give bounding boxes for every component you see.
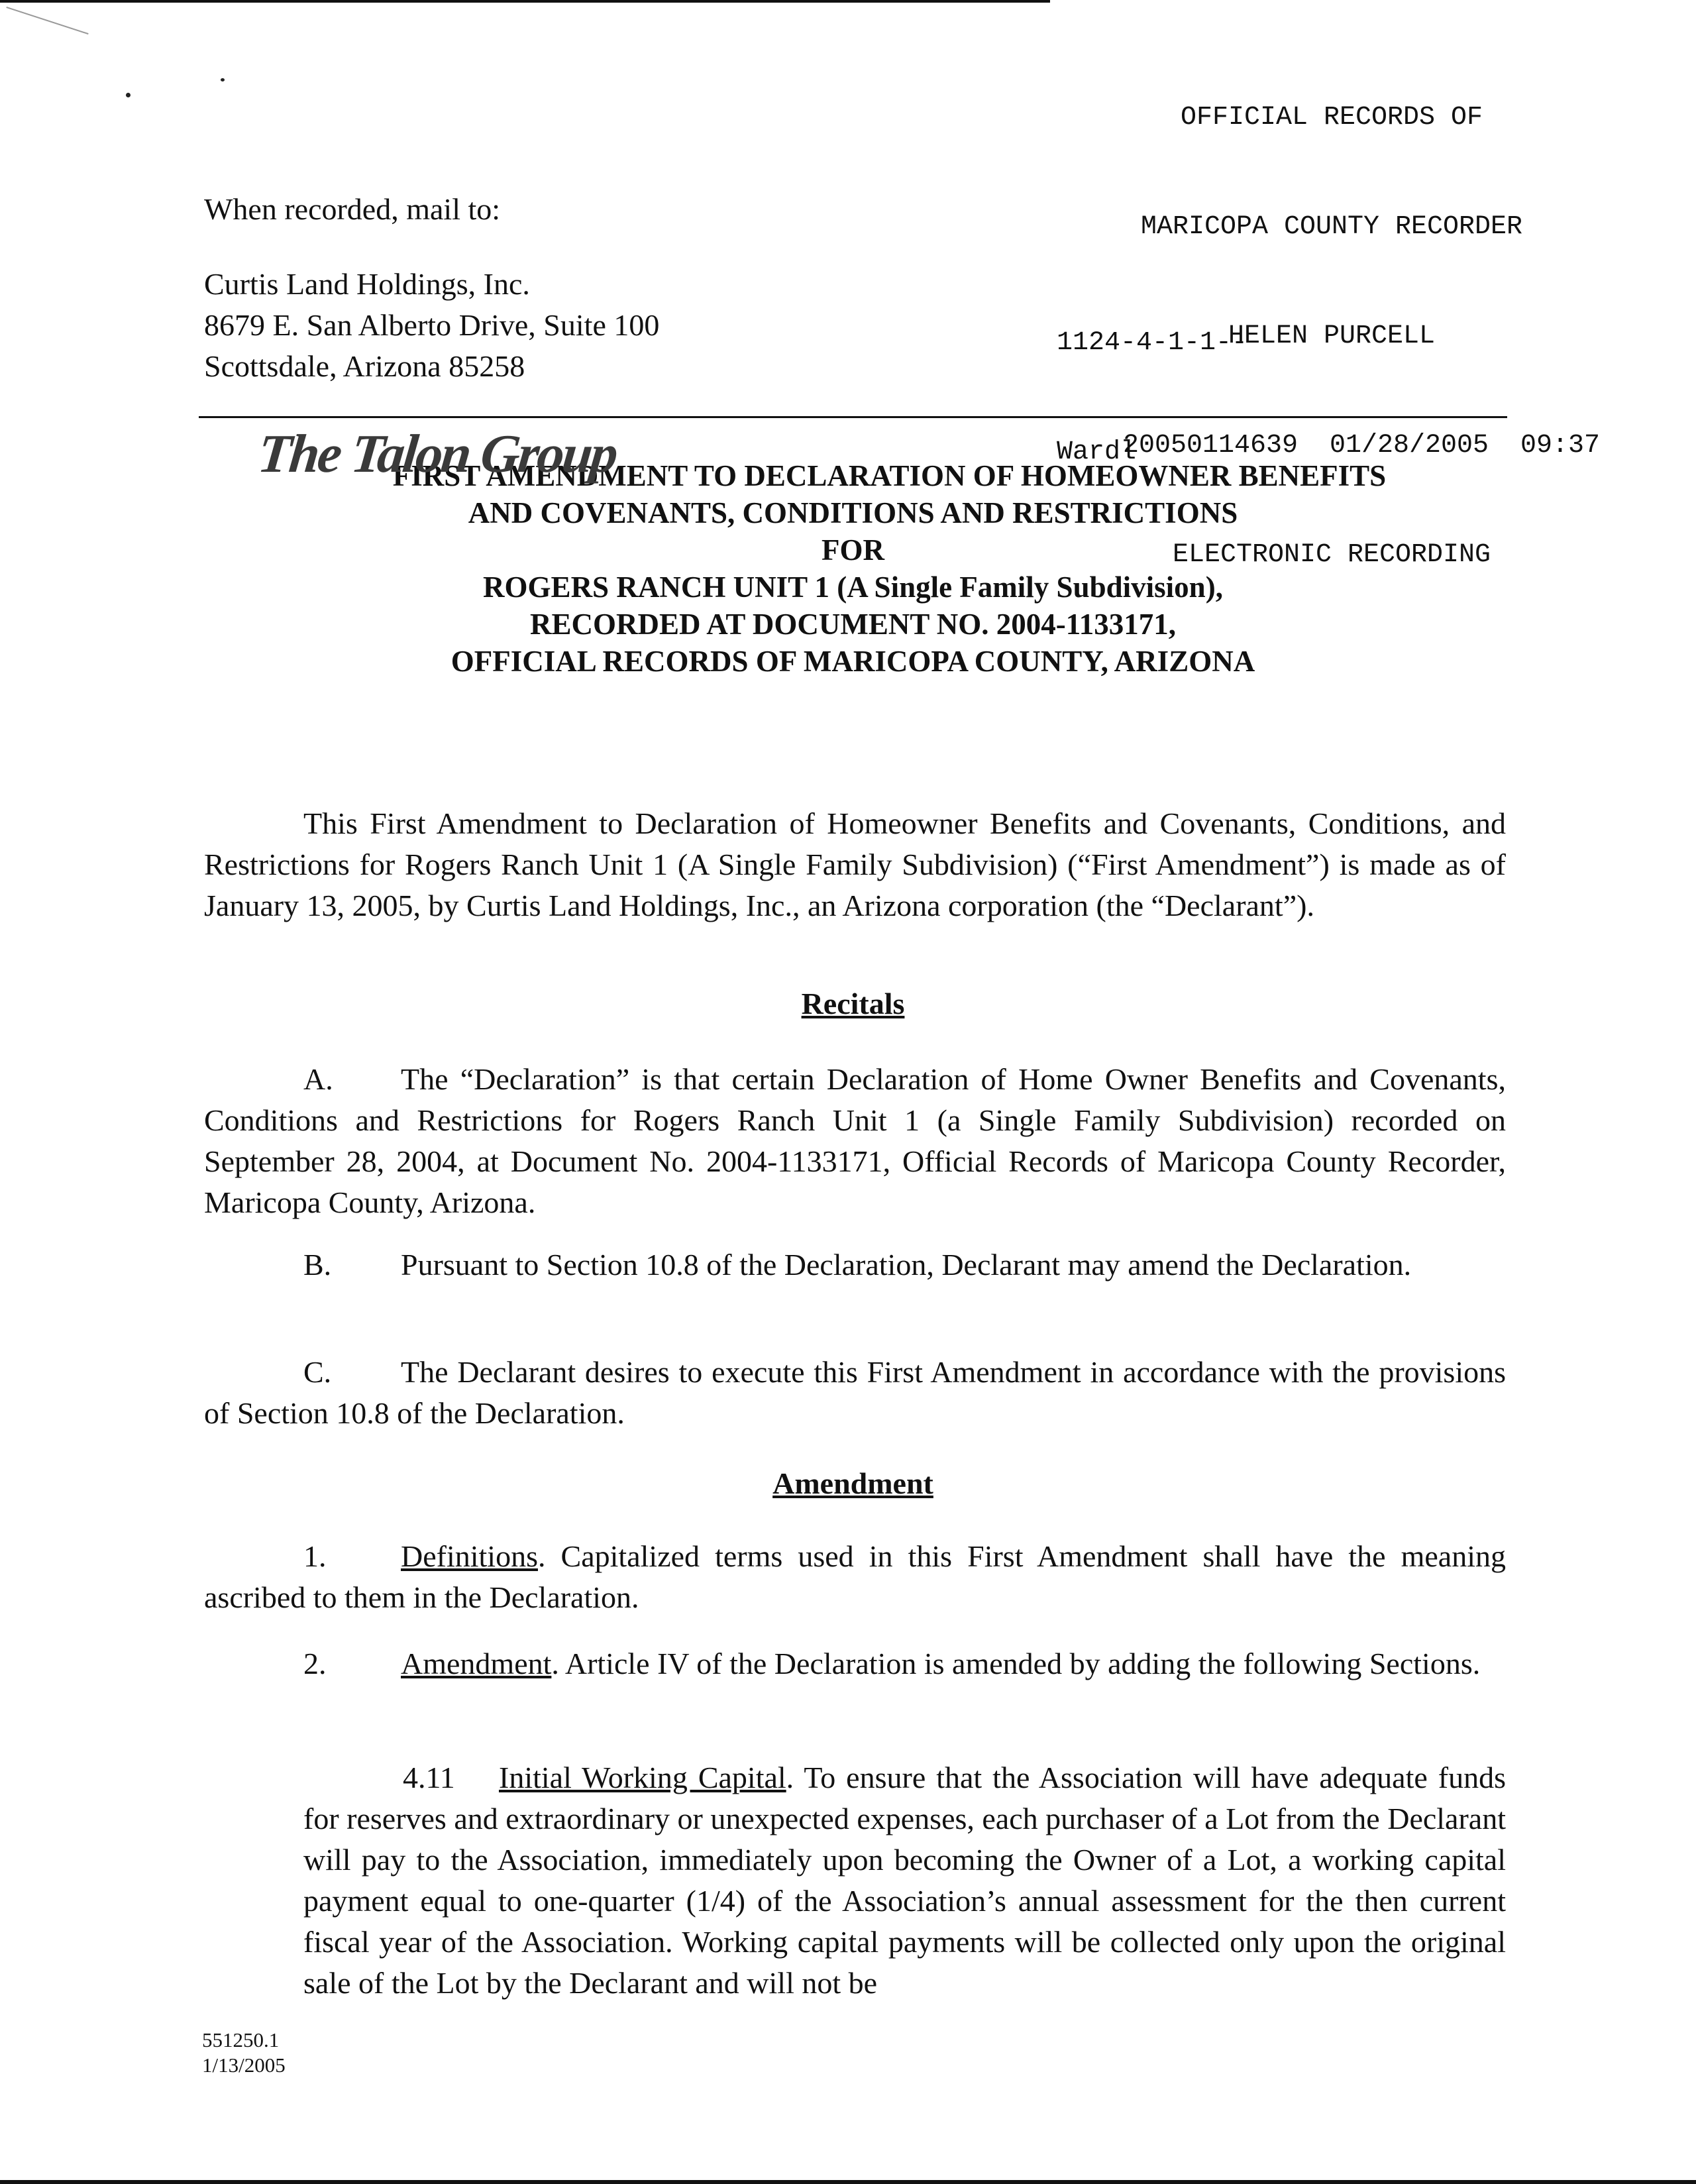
recital-b <box>204 1244 1506 1285</box>
mail-to-address <box>204 264 659 387</box>
recital-label: C. <box>303 1355 332 1389</box>
section-label: 4.11 <box>403 1761 455 1794</box>
scan-speck <box>126 93 131 97</box>
recital-label: A. <box>303 1062 333 1096</box>
section-text: . To ensure that the Association will have adequate funds for reserves and extraordinary or unexpected expenses, each purchaser of a Lot from the Declarant will pay to the Association, immediately upon becoming the Owner of a Lot, a working capital payment equal to one-quarter (1/4) of the Association’s annual assessment for the then current fiscal year of the Association. Working capital payments will be collected only upon the original sale of the Lot by the Declarant and will not be <box>303 1761 1506 2000</box>
amendment-label: 2. <box>303 1647 327 1680</box>
section-title: Initial Working Capital <box>499 1761 786 1794</box>
recording-code-line: Wardl <box>1057 437 1137 467</box>
recital-a <box>204 1059 1506 1223</box>
amendment-title: Amendment <box>401 1647 552 1680</box>
title-line: ROGERS RANCH UNIT 1 (A Single Family Subdivision), <box>483 571 1223 604</box>
recital-label: B. <box>303 1248 332 1282</box>
amendment-item-2 <box>204 1643 1506 1684</box>
stamp-line: ELECTRONIC RECORDING <box>1172 540 1491 570</box>
title-line: OFFICIAL RECORDS OF MARICOPA COUNTY, ARIZONA <box>450 645 1255 678</box>
amendment-text: . Capitalized terms used in this First Amendment shall have the meaning ascribed to them in the Declaration. <box>204 1539 1506 1614</box>
recital-text: The Declarant desires to execute this First Amendment in accordance with the provisions of Section 10.8 of the Declaration. <box>204 1355 1506 1430</box>
stamp-line: HELEN PURCELL <box>1228 321 1436 351</box>
title-line: AND COVENANTS, CONDITIONS AND RESTRICTIONS <box>468 496 1238 529</box>
stamp-line: MARICOPA COUNTY RECORDER <box>1140 212 1523 242</box>
amendment-heading: Amendment <box>772 1466 933 1500</box>
scan-speck <box>221 78 225 82</box>
address-line: Scottsdale, Arizona 85258 <box>204 349 525 383</box>
recording-code-line: 1124-4-1-1-- <box>1057 328 1248 358</box>
header-divider <box>199 416 1507 418</box>
recital-text: The “Declaration” is that certain Declaration of Home Owner Benefits and Covenants, Conditions and Restrictions for Rogers Ranch Unit 1 (a Single Family Subdivision) recorded on September 28, 2004, at Document No. 2004-1133171, Official Records of Maricopa County Recorder, Maricopa County, Arizona. <box>204 1062 1506 1219</box>
amendment-text: . Article IV of the Declaration is amended by adding the following Sections. <box>551 1647 1481 1680</box>
stamp-recording-number: 20050114639 01/28/2005 09:37 <box>1122 431 1601 461</box>
document-title <box>199 457 1507 680</box>
recital-c <box>204 1352 1506 1434</box>
address-line: Curtis Land Holdings, Inc. <box>204 267 530 301</box>
bottom-border-line <box>0 2180 1696 2184</box>
mail-to-label: When recorded, mail to: <box>204 192 501 226</box>
stamp-line: OFFICIAL RECORDS OF <box>1180 103 1483 133</box>
scan-artifact-mark <box>6 7 88 34</box>
title-line: FOR <box>822 533 884 567</box>
talon-group-logo-stamp: The Talon Group <box>255 423 619 484</box>
top-border-line <box>0 0 1050 3</box>
footer-doc-reference <box>202 2028 286 2078</box>
amendment-label: 1. <box>303 1539 327 1573</box>
amendment-title: Definitions <box>401 1539 538 1573</box>
section-4-11 <box>303 1757 1506 2004</box>
recitals-heading: Recitals <box>801 987 905 1020</box>
intro-paragraph: This First Amendment to Declaration of Homeowner Benefits and Covenants, Conditions, and Restrictions for Rogers Ranch Unit 1 (A Single Family Subdivision) (“First Amendment”) is made as of January 13, 2005, by Curtis Land Holdings, Inc., an Arizona corporation (the “Declarant”). <box>204 806 1506 922</box>
recital-text: Pursuant to Section 10.8 of the Declaration, Declarant may amend the Declaration. <box>401 1248 1412 1282</box>
amendment-item-1 <box>204 1536 1506 1618</box>
address-line: 8679 E. San Alberto Drive, Suite 100 <box>204 308 660 342</box>
title-line: RECORDED AT DOCUMENT NO. 2004-1133171, <box>529 608 1177 641</box>
footer-doc-id: 551250.1 <box>202 2028 280 2051</box>
title-line: FIRST AMENDMENT TO DECLARATION OF HOMEOWNER BENEFITS <box>392 459 1387 492</box>
footer-date: 1/13/2005 <box>202 2053 286 2077</box>
